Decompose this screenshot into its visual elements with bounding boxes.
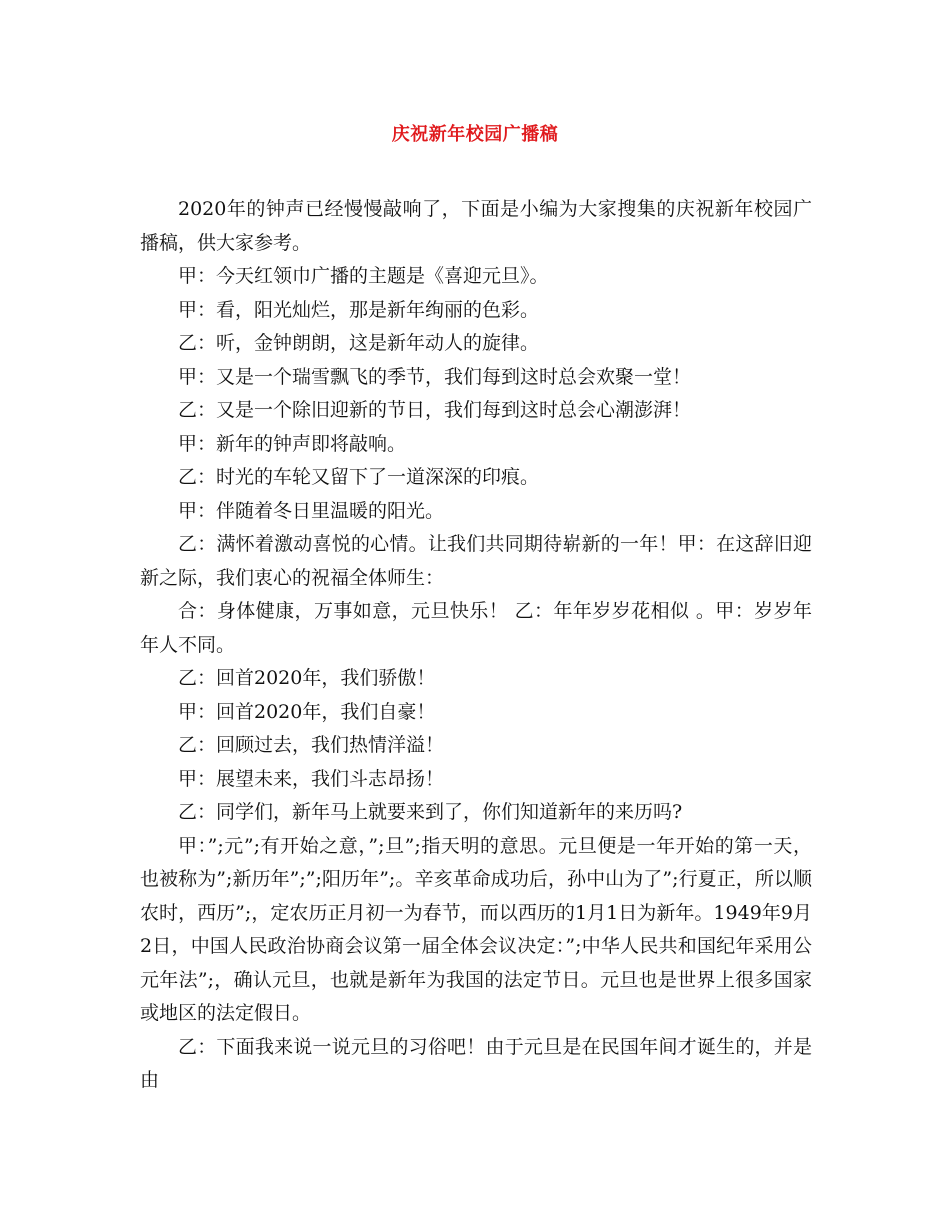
- document-body: [140, 193, 812, 1098]
- paragraph: 甲：看，阳光灿烂，那是新年绚丽的色彩。: [178, 298, 540, 321]
- paragraph: 甲：今天红领巾广播的主题是《喜迎元旦》。: [178, 265, 549, 287]
- paragraph: 2020年的钟声已经慢慢敲响了，下面是小编为大家搜集的庆祝新年校园广播稿，供大家参考。: [140, 198, 812, 254]
- document-title: 庆祝新年校园广播稿: [391, 124, 559, 145]
- paragraph: 乙：满怀着激动喜悦的心情。让我们共同期待崭新的一年！甲：在这辞旧迎新之际，我们衷心的祝福全体师生：: [140, 533, 812, 589]
- paragraph: 乙：听，金钟朗朗，这是新年动人的旋律。: [178, 332, 540, 354]
- paragraph: 甲：”;元”;有开始之意，”;旦”;指天明的意思。元旦便是一年开始的第一天，也被称为”;新历年”;”;阳历年”;。辛亥革命成功后，孙中山为了”;行夏正，所以顺农时，西历”;，定农历正月初一为春节，而以西历的1月1日为新年。1949年9月2日，中国人民政治协商会议第一届全体会议决定：”;中华人民共和国纪年采用公元年法”;，确认元旦，也就是新年为我国的法定节日。元旦也是世界上很多国家或地区的法定假日。: [140, 834, 812, 1024]
- paragraph: 乙：同学们，新年马上就要来到了，你们知道新年的来历吗?: [178, 801, 683, 823]
- paragraph: 乙：回首2020年，我们骄傲！: [178, 667, 436, 689]
- paragraph: 甲：又是一个瑞雪飘飞的季节，我们每到这时总会欢聚一堂！: [178, 365, 692, 388]
- paragraph: 合：身体健康，万事如意，元旦快乐！ 乙：年年岁岁花相似 。甲：岁岁年年人不同。: [140, 600, 812, 656]
- paragraph: 乙：下面我来说一说元旦的习俗吧！由于元旦是在民国年间才诞生的，并是由: [140, 1035, 812, 1091]
- paragraph: 甲：新年的钟声即将敲响。: [178, 432, 407, 455]
- paragraph: 乙：时光的车轮又留下了一道深深的印痕。: [178, 466, 540, 488]
- paragraph: 甲：伴随着冬日里温暖的阳光。: [178, 499, 445, 522]
- paragraph: 乙：回顾过去，我们热情洋溢！: [178, 734, 445, 756]
- paragraph: 甲：回首2020年，我们自豪！: [178, 700, 436, 723]
- paragraph: 甲：展望未来，我们斗志昂扬！: [178, 767, 445, 790]
- paragraph: 乙：又是一个除旧迎新的节日，我们每到这时总会心潮澎湃！: [178, 399, 692, 421]
